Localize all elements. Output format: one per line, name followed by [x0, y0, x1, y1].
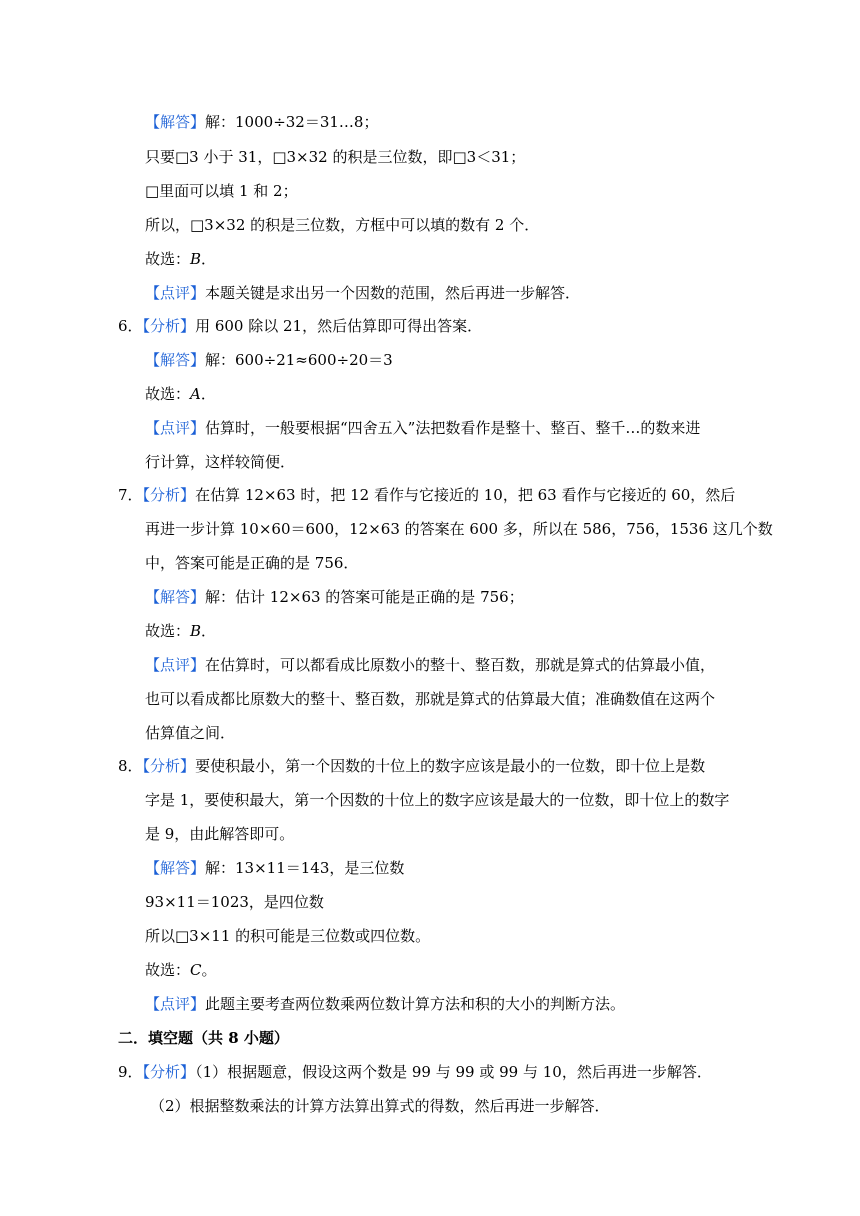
- review-tag: 【点评】: [145, 656, 206, 674]
- question-number: 7．: [118, 486, 143, 504]
- q5-choice: 故选：B．: [145, 250, 217, 268]
- q8-answer: 【解答】解：13×11＝143，是三位数: [145, 859, 405, 877]
- analysis-tag: 【分析】: [142, 317, 196, 335]
- analysis-tag: 【分析】: [142, 1063, 196, 1081]
- q5-line: 只要□3 小于 31，□3×32 的积是三位数，即□3＜31；: [145, 148, 526, 166]
- q5-line: □里面可以填 1 和 2；: [145, 182, 298, 200]
- section-title: 二．填空题（共 8 小题）: [118, 1029, 289, 1047]
- q6-analysis: 6．【分析】用 600 除以 21，然后估算即可得出答案．: [118, 317, 483, 335]
- q7-analysis: 7．【分析】在估算 12×63 时，把 12 看作与它接近的 10，把 63 看作与它接近的 60，然后: [118, 486, 736, 504]
- q8-review: 【点评】此题主要考查两位数乘两位数计算方法和积的大小的判断方法。: [145, 995, 626, 1013]
- q8-analysis-cont: 是 9，由此解答即可。: [145, 825, 295, 843]
- q8-analysis: 8．【分析】要使积最小，第一个因数的十位上的数字应该是最小的一位数，即十位上是数: [118, 757, 706, 775]
- q5-answer: 【解答】解：1000÷32＝31…8；: [145, 113, 379, 131]
- q5-line: 所以，□3×32 的积是三位数，方框中可以填的数有 2 个．: [145, 216, 540, 234]
- q5-review: 【点评】本题关键是求出另一个因数的范围，然后再进一步解答．: [145, 284, 581, 302]
- q9-line: （2）根据整数乘法的计算方法算出算式的得数，然后再进一步解答．: [150, 1097, 610, 1115]
- answer-tag: 【解答】: [145, 351, 206, 369]
- review-tag: 【点评】: [145, 284, 206, 302]
- q6-answer: 【解答】解：600÷21≈600÷20＝3: [145, 351, 393, 369]
- analysis-tag: 【分析】: [142, 486, 196, 504]
- q7-review-cont: 估算值之间．: [145, 724, 236, 742]
- question-number: 9．: [118, 1063, 143, 1081]
- q8-choice: 故选：C。: [145, 961, 217, 979]
- answer-tag: 【解答】: [145, 113, 206, 131]
- q8-analysis-cont: 字是 1，要使积最大，第一个因数的十位上的数字应该是最大的一位数，即十位上的数字: [145, 791, 730, 809]
- q6-review: 【点评】估算时，一般要根据“四舍五入”法把数看作是整十、整百、整千…的数来进: [145, 419, 701, 437]
- q7-review-cont: 也可以看成都比原数大的整十、整百数，那就是算式的估算最大值；准确数值在这两个: [145, 690, 716, 708]
- q8-line: 93×11＝1023，是四位数: [145, 893, 324, 911]
- review-tag: 【点评】: [145, 995, 206, 1013]
- analysis-tag: 【分析】: [142, 757, 196, 775]
- answer-tag: 【解答】: [145, 588, 206, 606]
- q7-analysis-cont: 中，答案可能是正确的是 756．: [145, 554, 359, 572]
- q9-analysis: 9．【分析】（1）根据题意，假设这两个数是 99 与 99 或 99 与 10，然后再进一步解答．: [118, 1063, 712, 1081]
- q7-analysis-cont: 再进一步计算 10×60＝600，12×63 的答案在 600 多，所以在 586，756，1536 这几个数: [145, 520, 773, 538]
- question-number: 6．: [118, 317, 143, 335]
- q6-choice: 故选：A．: [145, 385, 216, 403]
- q6-review-cont: 行计算，这样较简便．: [145, 453, 296, 471]
- q7-choice: 故选：B．: [145, 622, 217, 640]
- q7-review: 【点评】在估算时，可以都看成比原数小的整十、整百数，那就是算式的估算最小值，: [145, 656, 716, 674]
- q7-answer: 【解答】解：估计 12×63 的答案可能是正确的是 756；: [145, 588, 524, 606]
- q8-line: 所以□3×11 的积可能是三位数或四位数。: [145, 927, 431, 945]
- answer-tag: 【解答】: [145, 859, 206, 877]
- question-number: 8．: [118, 757, 143, 775]
- review-tag: 【点评】: [145, 419, 206, 437]
